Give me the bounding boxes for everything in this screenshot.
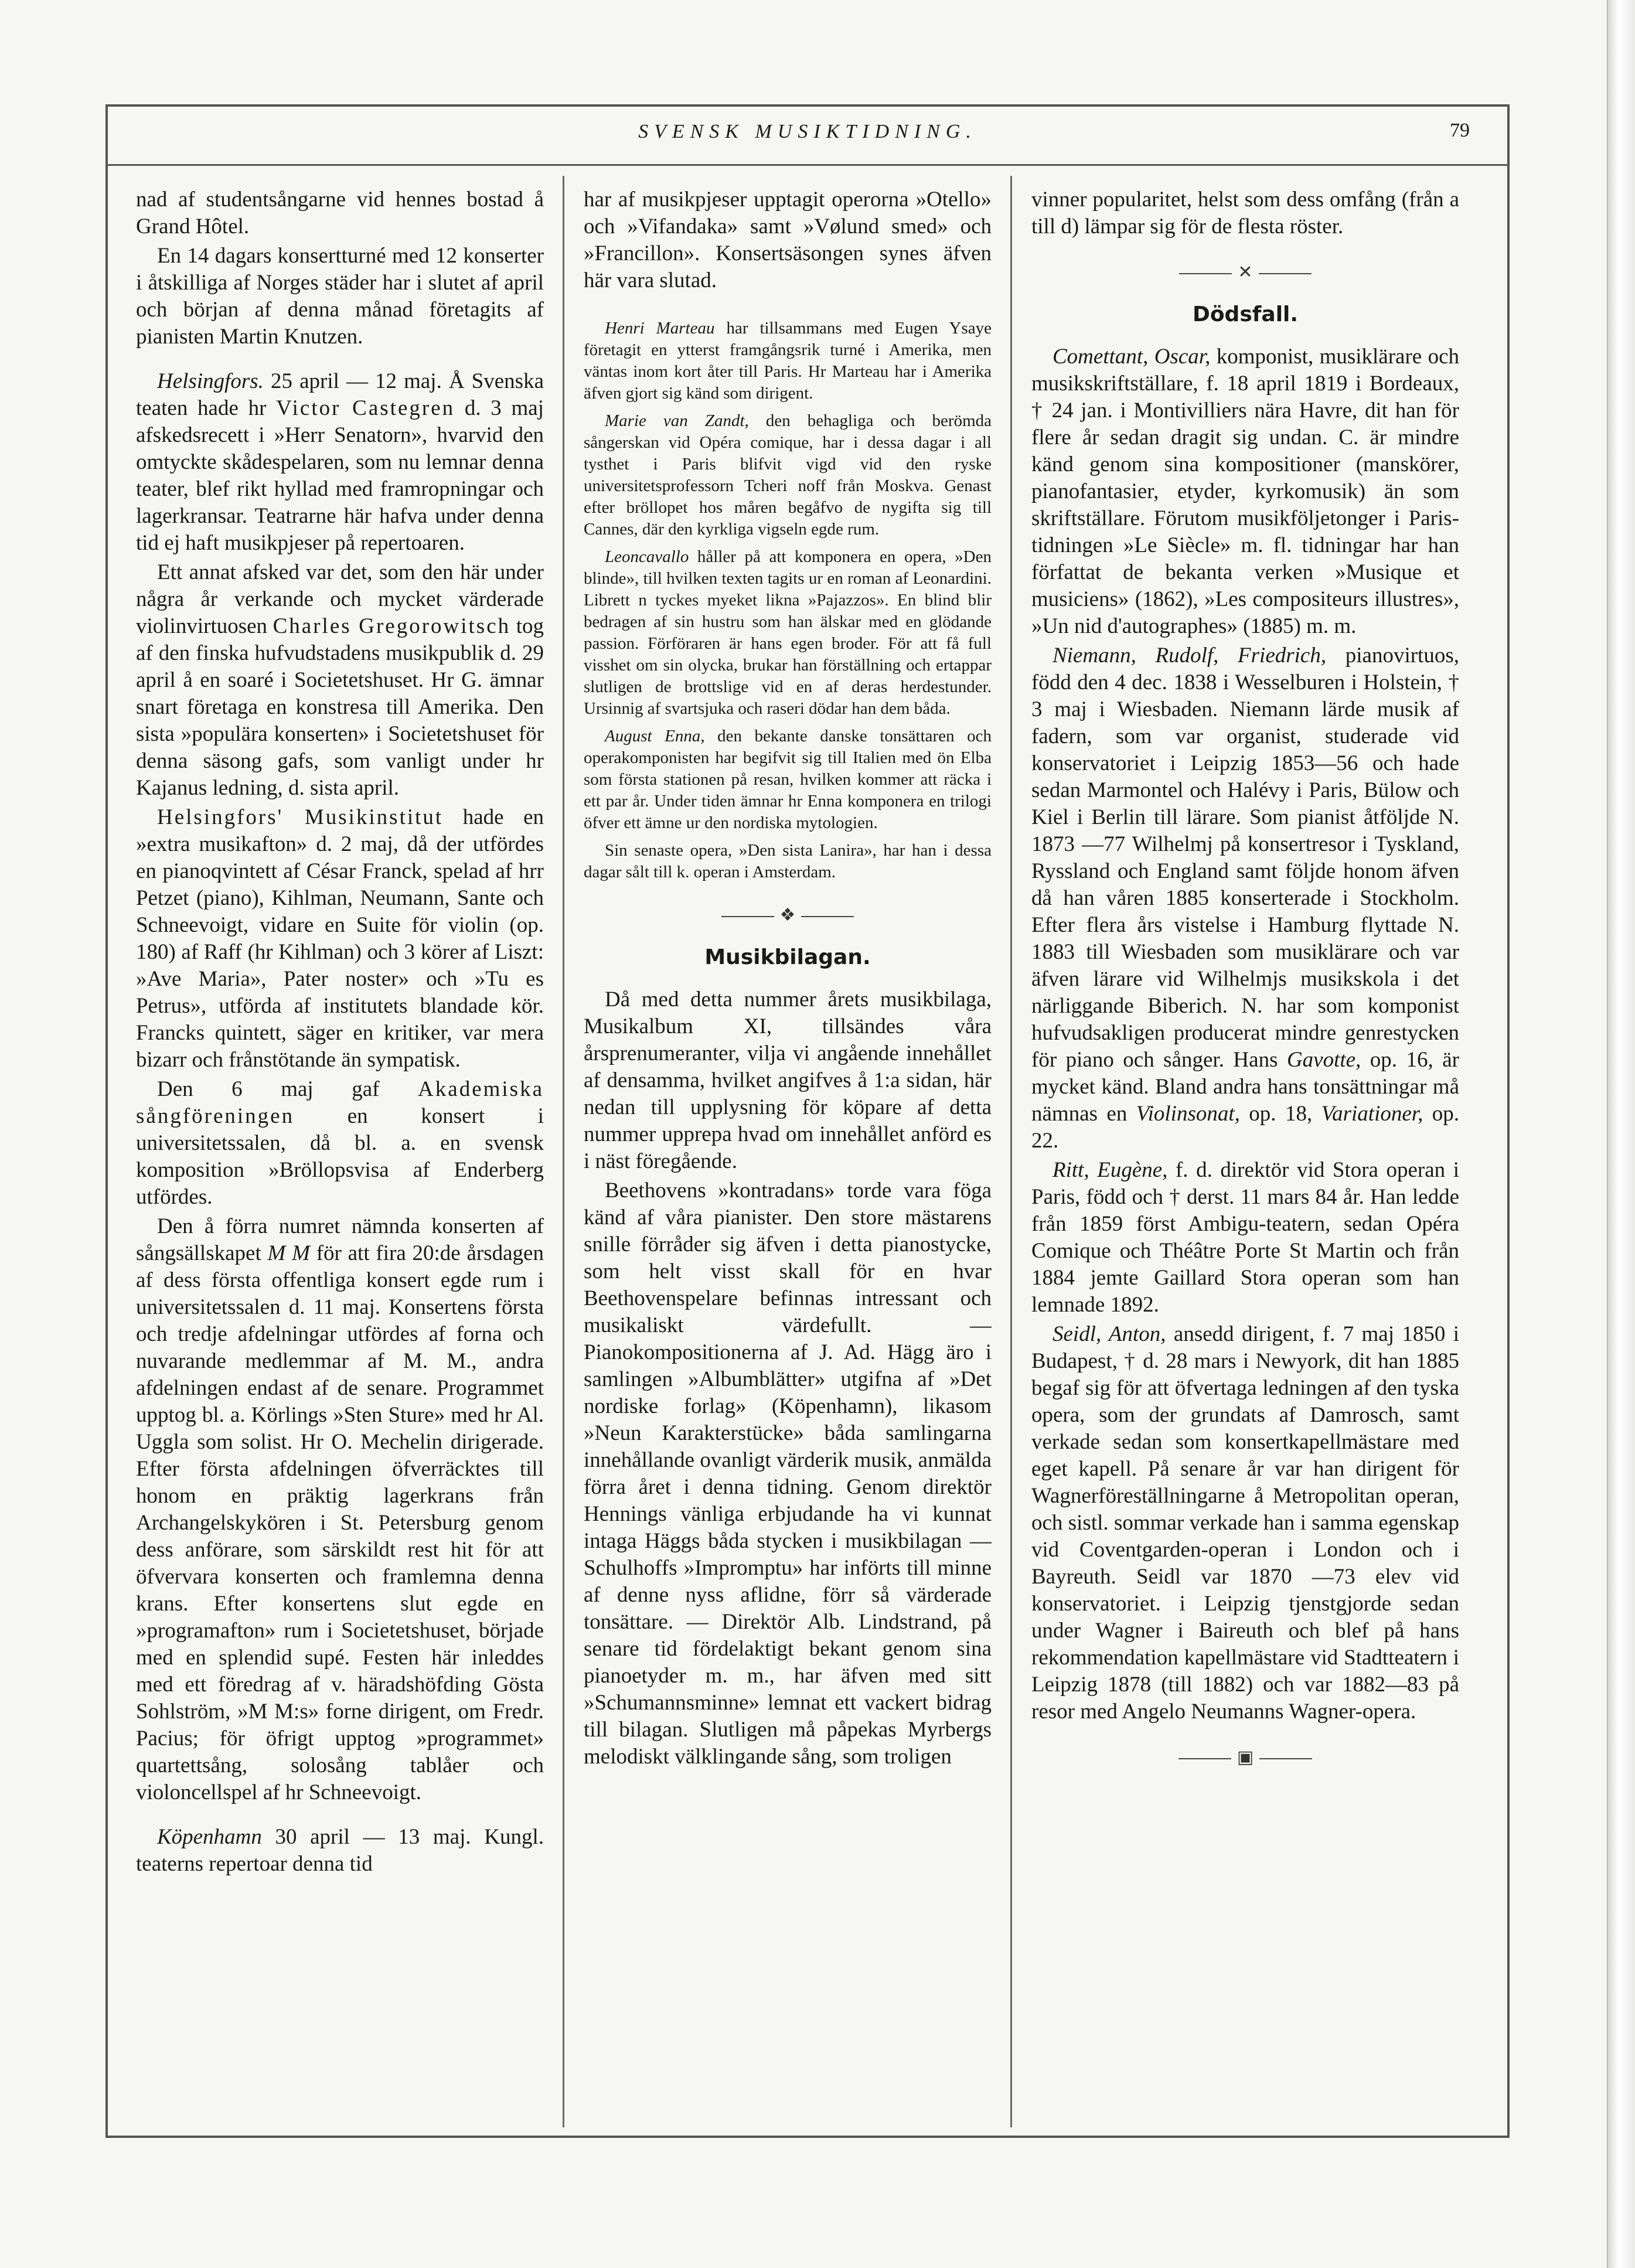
journal-title: SVENSK MUSIKTIDNING. [638, 121, 977, 142]
ornament-icon: ❖ [779, 905, 796, 925]
paragraph [136, 368, 544, 557]
person-name: Leoncavallo [605, 547, 689, 566]
text: den behagliga och berömda sångerskan vid Opéra comique, har i dessa dagar i all tysthet i Paris blifvit vigd vid den ryske universitetsprofessorn Tcheri noff från Moskva. Genast efter bröllopet hos måren begåfvo de nygifta sig till Cannes, där den kyrkliga vigseln egde rum. [584, 411, 992, 539]
work-title: Gavotte, [1286, 1048, 1361, 1072]
text: har tillsammans med Eugen Ysaye företagit en ytterst framgångsrik turné i Amerika, men väntas inom kort åter till Paris. Hr Marteau har i Amerika äfven gjort sig känd som dirigent. [584, 319, 992, 403]
page-edge [1607, 0, 1635, 2268]
news-item [584, 410, 992, 540]
paragraph [136, 1213, 544, 1806]
column-rule-1 [563, 176, 564, 2127]
society-name: M M [267, 1241, 310, 1265]
person-name: Seidl, Anton, [1052, 1322, 1166, 1346]
news-notes [584, 318, 992, 883]
text: pianovirtuos, född den 4 dec. 1838 i Wesselburen i Holstein, † 3 maj i Wiesbaden. Niemann lärde musik af fadern, som var organist, studerade vid konservatoriet i Leipzig 1853—56 och hade sedan Marmontel och Halévy i Paris, Bülow och Kiel i Berlin till lärare. Som pianist åtföljde N. 1873 —77 Wilhelmj på konsertresor i Tyskland, Ryssland och England samt följde honom äfven då han våren 1885 konserterade i Stockholm. Efter flera års vistelse i Hamburg flyttade N. 1883 till Wiesbaden som musiklärare och var äfven lärare vid Wilhelmjs musikskola i det närliggande Biberich. N. har som komponist hufvudsakligen producerat mindre genrestycken för piano och sånger. Hans [1031, 643, 1459, 1072]
person-name: Ritt, Eugène, [1052, 1158, 1168, 1182]
ornament-icon: ▣ [1237, 1748, 1254, 1767]
person-name: Niemann, Rudolf, Friedrich, [1052, 643, 1327, 668]
paragraph: En 14 dagars konsertturné med 12 konserter i åtskilliga af Norges städer har i slutet af april och början af denna månad företagits af pianisten Martin Knutzen. [136, 244, 544, 349]
text: op. 22. [1031, 1102, 1459, 1153]
person-name: August Enna, [605, 727, 705, 745]
text: ansedd dirigent, f. 7 maj 1850 i Budapest, † d. 28 mars i Newyork, dit han 1885 begaf sig för att öfvertaga ledningen af den tyska opera, som der grundats af Damrosch, samt verkade sedan som konsertkapellmästare med eget kapell. På senare år var han dirigent för Wagnerföreställningarne å Metropolitan operan, och sistl. sommar verkade han i samma egenskap vid Coventgarden-operan i London och i Bayreuth. Seidl var 1870 —73 elev vid konservatoriet. i Leipzig tjenstgjorde sedan under Wagner i Baireuth och blef på hans rekommendation kapellmästare vid Stadtteatern i Leipzig 1878 (till 1882) och var 1882—83 på resor med Angelo Neumanns Wagner-opera. [1031, 1322, 1459, 1724]
paragraph [136, 1076, 544, 1211]
text: komponist, musiklärare och musikskriftställare, f. 18 april 1819 i Bordeaux, † 24 jan. i Montivilliers nära Havre, dit han för flere år sedan dragit sig undan. C. är mindre känd genom sina kompositioner (manskörer, pianofantasier, etyder, kyrkomusik) än som skriftställare. Förutom musikföljetonger i Paris-tidningen »Le Siècle» m. fl. tidningar har han författat de bekanta verken »Musique et musiciens» (1862), »Les compositeurs illustres», »Un nid d'autographes» (1885) m. m. [1031, 345, 1459, 638]
person-name: Marie van Zandt, [605, 411, 749, 430]
section-divider [584, 902, 992, 929]
text: för att fira 20:de årsdagen af dess första offentliga konsert egde rum i universitetssalen d. 11 maj. Konsertens första och tredje afdelningar utfördes af forna och nuvarande medlemmar af M. M., andra afdelningen endast af de senare. Programmet upptog bl. a. Körlings »Sten Sture» med hr Al. Uggla som solist. Hr O. Mechelin dirigerade. Efter första afdelningen öfverräcktes till honom en präktig lagerkrans från Archangelskykören i St. Petersburg genom dess anförare, som särskildt rest hit för att öfvervara konserten och framlemna denna krans. Efter konsertens slut egde en »programafton» rum i Societetshuset, började med en splendid supé. Festen här inleddes med ett föredrag af v. häradshöfding Gösta Sohlström, »M M:s» forne dirigent, om Fredr. Pacius; för öfrigt upptog »programmet» quartettsång, solosång tablåer och violoncellspel af hr Schneevoigt. [136, 1241, 544, 1804]
section-heading: Dödsfall. [1192, 302, 1299, 326]
text: 25 april — 12 maj. Å Svenska teaten hade hr [136, 369, 544, 420]
end-divider [1031, 1744, 1459, 1771]
paragraph: Då med detta nummer årets musikbilaga, Musikalbum XI, tillsändes våra årsprenumeranter, vilja vi angående innehållet af densamma, hvilket angifves å 1:a sidan, här nedan till upplysning för köpare af detta nummer upprepa hvad om innehållet anförd es i näst föregående. [584, 987, 992, 1173]
text: op. 16, är mycket känd. Bland andra hans tonsättningar må nämnas en [1031, 1048, 1459, 1126]
section-heading: Musikbilagan. [704, 945, 871, 969]
paragraph [136, 1824, 544, 1878]
obituary [1031, 642, 1459, 1155]
place-name: Helsingfors. [157, 369, 264, 393]
person-name: Charles Gregorowitsch [272, 614, 511, 638]
ornament-icon: ✕ [1238, 263, 1253, 282]
text: den bekante danske tonsättaren och operakomponisten har begifvit sig till Italien med ön Elba som första stationen på resan, hvilken kommer att räcka i ett par år. Under tiden ämnar hr Enna komponera en trilogi öfver ett ämne ur den nordiska mytologien. [584, 727, 992, 832]
news-item: Sin senaste opera, »Den sista Lanira», har han i dessa dagar sålt till k. operan i Amsterdam. [584, 841, 992, 881]
text: hade en »extra musikafton» d. 2 maj, då der utfördes en pianoqvintett af César Franck, spelad af hrr Petzet (piano), Kihlman, Neumann, Sante och Schneevoigt, vidare en Suite för violin (op. 180) af Raff (hr Kihlman) och 3 körer af Liszt: »Ave Maria», Pater noster» och »Tu es Petrus», utförda af institutets blandade kör. Francks quintett, säger en kritiker, var mera bizarr och frånstötande än sympatisk. [136, 805, 544, 1072]
news-item [584, 318, 992, 404]
person-name: Victor Castegren [276, 396, 455, 420]
paragraph: Beethovens »kontradans» torde vara föga känd af våra pianister. Den store mästarens snille förråder sig äfven i detta pianostycke, som helt visst skall för en hvar Beethovenspelare befinnas intressant och musikaliskt värdefullt. — Pianokompositionerna af J. Ad. Hägg äro i samlingen »Albumblätter» utgifna af »Det nordiske forlag» (Köpenhamn), likasom »Neun Karakterstücke» båda samlingarna innehållande ovanligt värderik musik, anmälda förra året i denna tidning. Genom direktör Hennings vänliga erbjudande ha vi kunnat intaga Häggs båda stycken i musikbilagan — Schulhoffs »Impromptu» har införts till minne af denne nyss aflidne, förr så värderade tonsättare. — Direktör Alb. Lindstrand, på senare tid fördelaktigt bekant genom sina pianoetyder m. m., har äfven med sitt »Schumannsminne» lemnat ett vackert bidrag till bilagan. Slutligen må påpekas Myrbergs melodiskt välklingande sång, som troligen [584, 1179, 992, 1769]
work-title: Violinsonat, [1136, 1102, 1240, 1126]
text: Den 6 maj gaf [157, 1077, 418, 1101]
column-3 [1031, 186, 1459, 2132]
text: en konsert i universitetssalen, då bl. a. en svensk komposition »Bröllopsvisa af Enderberg utfördes. [136, 1104, 544, 1209]
news-item [584, 546, 992, 720]
obituary [1031, 343, 1459, 640]
work-title: Variationer, [1321, 1102, 1423, 1126]
text: d. 3 maj afskedsrecett i »Herr Senatorn», hvarvid den omtyckte skådespelaren, som nu lemnar denna teater, blef rikt hyllad med framropningar och lagerkransar. Teatrarne här hafva under denna tid ej haft musikpjeser på repertoaren. [136, 396, 544, 555]
news-item [584, 726, 992, 834]
place-name: Köpenhamn [157, 1825, 262, 1849]
paragraph: nad af studentsångarne vid hennes bostad å Grand Hôtel. [136, 188, 544, 239]
paragraph: har af musikpjeser upptagit operorna »Otello» och »Vifandaka» samt »Vølund smed» och »Francillon». Konsertsäsongen synes äfven här vara slutad. [584, 188, 992, 292]
column-1 [136, 186, 544, 2132]
column-rule-2 [1010, 176, 1012, 2127]
page-number: 79 [1450, 120, 1470, 141]
paragraph [136, 804, 544, 1074]
obituary [1031, 1321, 1459, 1725]
text: 30 april — 13 maj. Kungl. teaterns repertoar denna tid [136, 1825, 544, 1876]
person-name: Henri Marteau [605, 319, 715, 338]
paragraph: vinner popularitet, helst som dess omfång (från a till d) lämpar sig för de flesta röster. [1031, 188, 1459, 239]
text: Ett annat afsked var det, som den här under några år verkande och mycket värderade violinvirtuosen [136, 560, 544, 638]
institution-name: Akademiska sångföreningen [136, 1077, 544, 1128]
section-divider [1031, 259, 1459, 286]
obituary [1031, 1157, 1459, 1319]
person-name: Comettant, Oscar, [1052, 345, 1211, 369]
column-2 [584, 186, 992, 2132]
page-frame [105, 104, 1510, 2138]
paragraph [136, 559, 544, 802]
text: f. d. direktör vid Stora operan i Paris, född och † derst. 11 mars 84 år. Han ledde från 1859 först Ambigu-teatern, sedan Opéra Comique och Théâtre Porte St Martin och från 1884 jemte Gaillard Stora operan som han lemnade 1892. [1031, 1158, 1459, 1317]
text: op. 18, [1239, 1102, 1321, 1126]
running-header [108, 107, 1507, 166]
text: håller på att komponera en opera, »Den blinde», till hvilken texten tagits ur en roman af Leonardini. Librett n tyckes myeket likna »Pajazzos». En blind blir bedragen af sin hustru som han älskar med en glödande passion. Förföraren är hans egen broder. För att få full visshet om sin olycka, brukar han förställning och ertappar slutligen de brottslige vid en af deras herdestunder. Ursinnig af svartsjuka och raseri dödar han dem båda. [584, 547, 992, 718]
text: tog af den finska hufvudstadens musikpublik d. 29 april å en soaré i Societetshuset. Hr G. ämnar snart företaga en konstresa till Amerika. Den sista »populära konserten» i Societetshuset för denna säsong gafs, som vanligt under hr Kajanus ledning, d. sista april. [136, 614, 544, 800]
text: Den å förra numret nämnda konserten af sångsällskapet [136, 1214, 544, 1265]
institution-name: Helsingfors' Musikinstitut [157, 805, 444, 829]
